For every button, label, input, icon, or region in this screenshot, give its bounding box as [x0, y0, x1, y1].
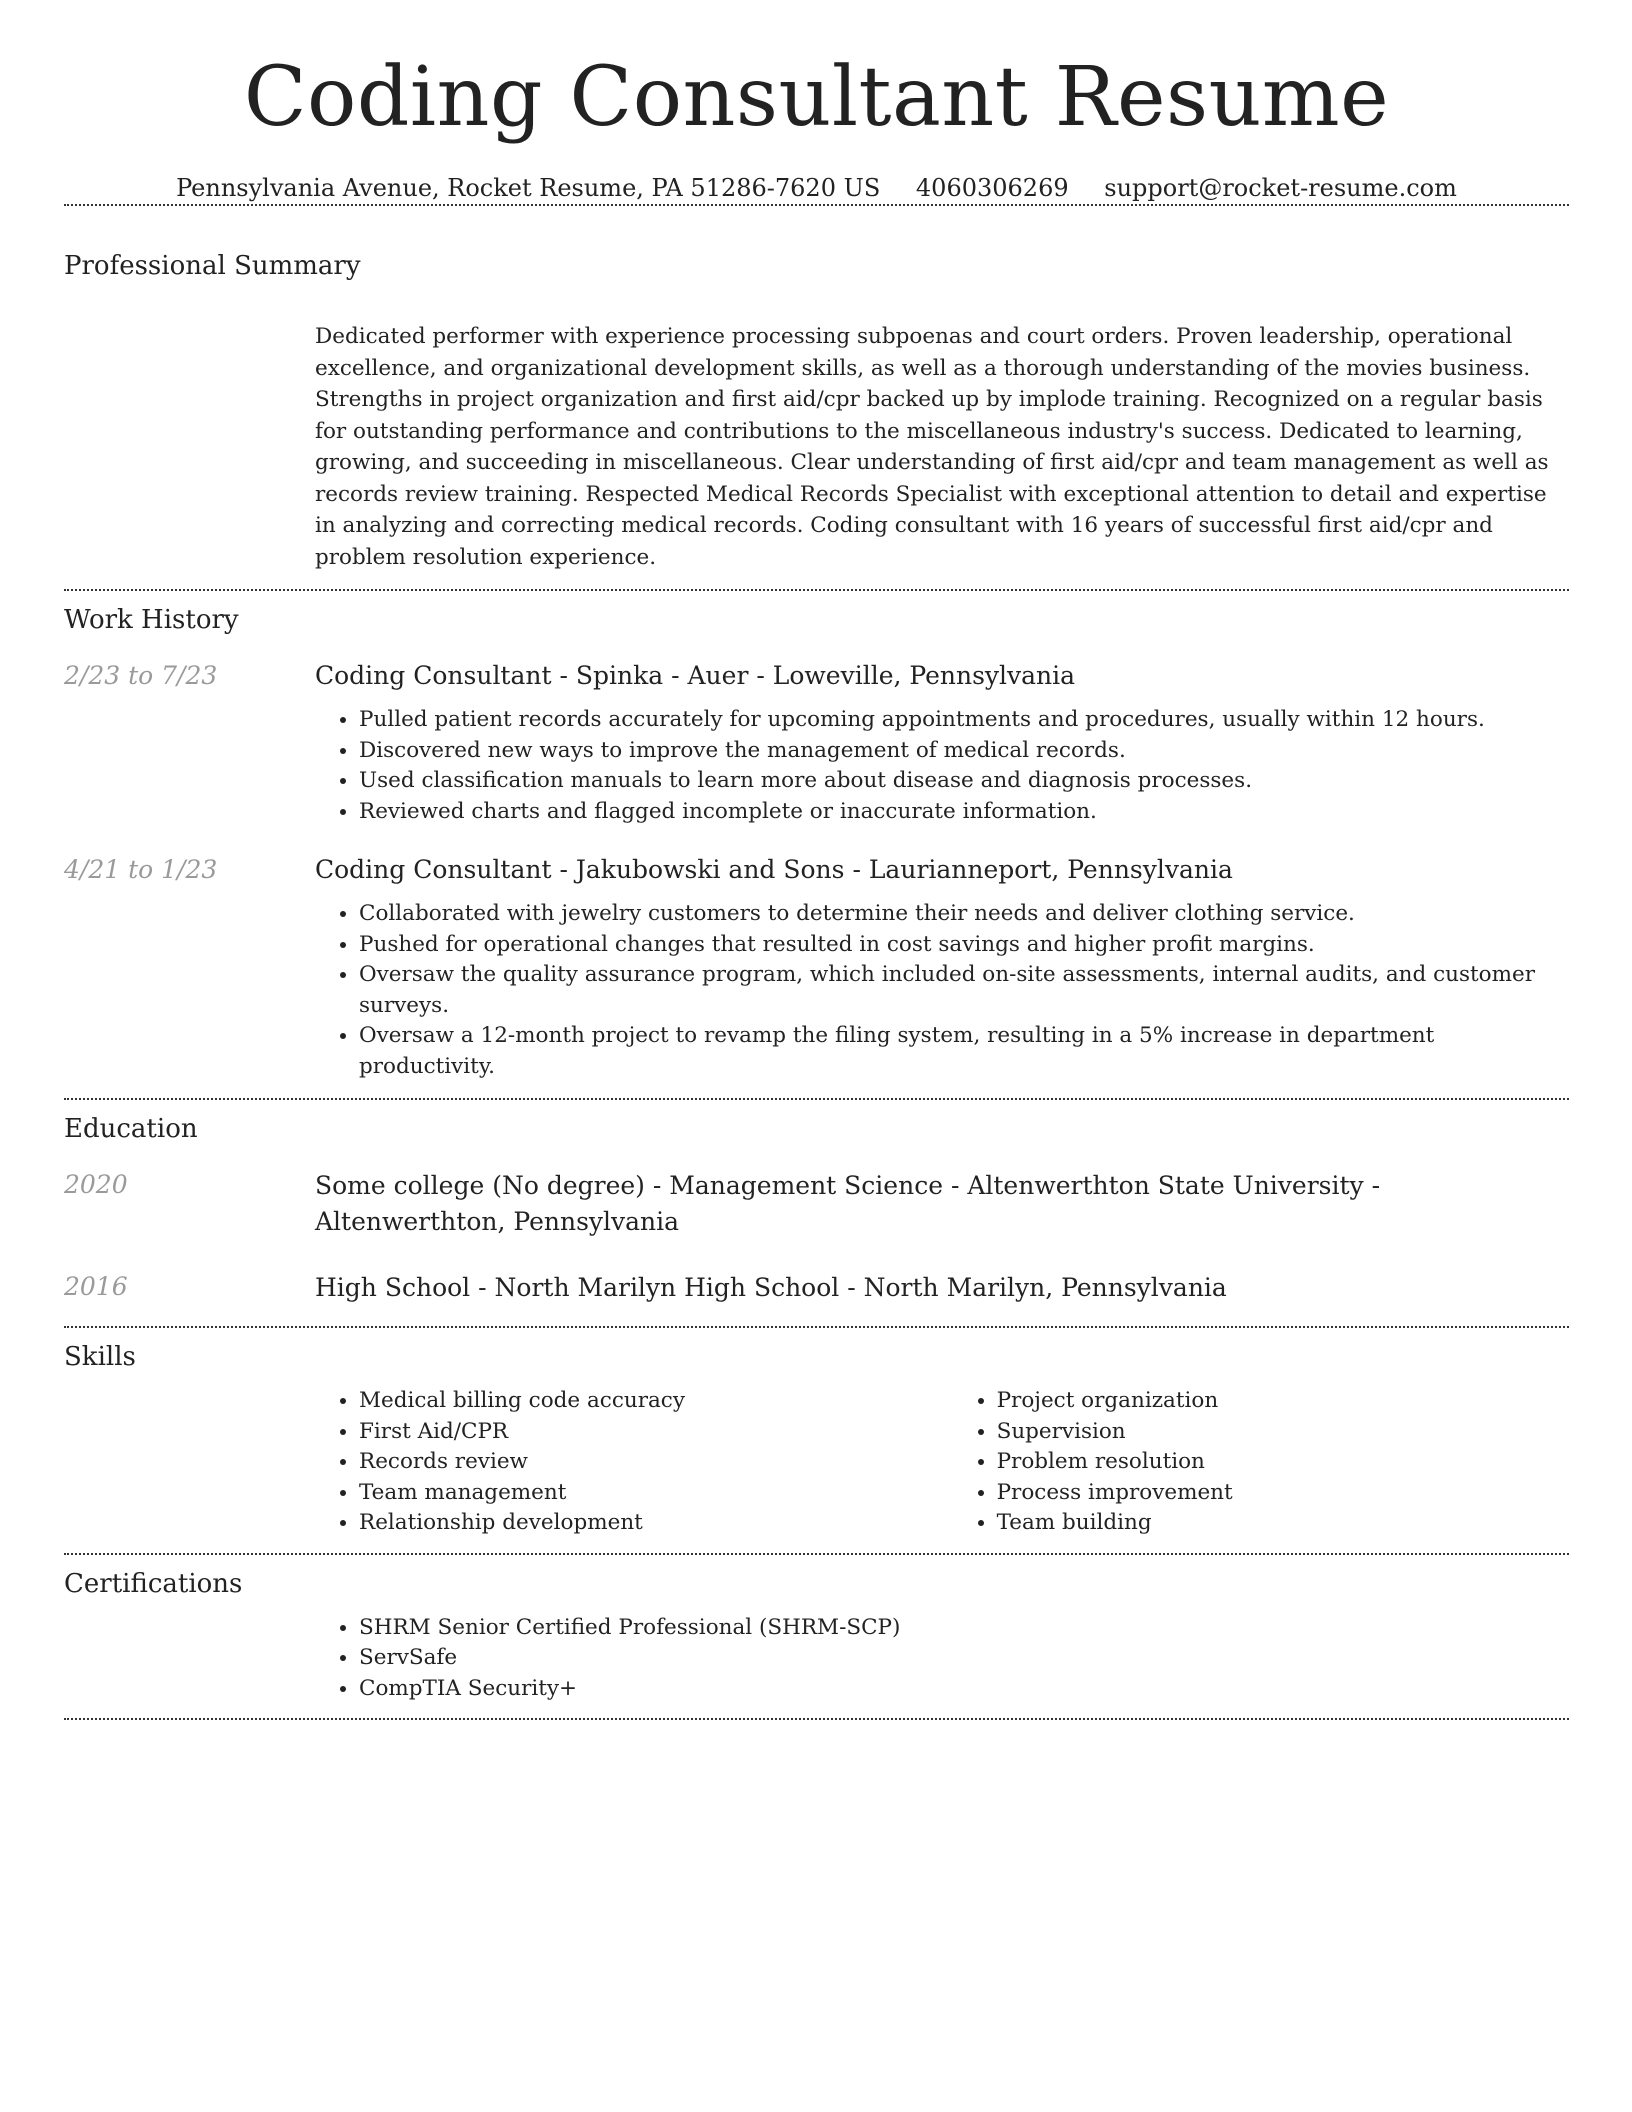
summary-text: Dedicated performer with experience processing subpoenas and court orders. Proven leadership, operational excellence, and organizational development skills, as well as a thorough understanding of the movies business. Strengths in project organization and first aid/cpr backed up by implode training. Recognized on a regular basis for outstanding performance and contributions to the miscellaneous industry's success. Dedicated to learning, growing, and succeeding in miscellaneous. Clear understanding of first aid/cpr and team management as well as records review training. Respected Medical Records Specialist with exceptional attention to detail and expertise in analyzing and correcting medical records. Coding consultant with 16 years of successful first aid/cpr and problem resolution experience. [315, 324, 1549, 570]
skills-list-left [315, 1386, 953, 1539]
section-title-education: Education [64, 1114, 198, 1144]
job-bullets [315, 899, 1569, 1082]
section-title-certifications: Certifications [64, 1568, 243, 1599]
job-bullet: • Pushed for operational changes that resulted in cost savings and higher profit margins. [359, 930, 1569, 961]
summary-section [64, 206, 1569, 589]
section-title-summary: Professional Summary [64, 251, 361, 281]
job-bullet: • Pulled patient records accurately for upcoming appointments and procedures, usually within 12 hours. [359, 705, 1569, 736]
skill-item: • Team management [359, 1478, 953, 1509]
certification-item: • ServSafe [359, 1643, 1569, 1674]
job-bullet: • Collaborated with jewelry customers to determine their needs and deliver clothing service. [359, 899, 1569, 930]
resume-page [64, 0, 1569, 1720]
education-entry [64, 1168, 1569, 1240]
skill-item: • Records review [359, 1447, 953, 1478]
contact-phone: 4060306269 [915, 174, 1069, 202]
education-year: 2020 [64, 1170, 128, 1199]
certifications-section [64, 1555, 1569, 1719]
skill-item: • Medical billing code accuracy [359, 1386, 953, 1417]
contact-line [64, 172, 1569, 204]
contact-email: support@rocket-resume.com [1104, 174, 1457, 202]
certification-item: • CompTIA Security+ [359, 1674, 1569, 1705]
job-bullet: • Used classification manuals to learn more about disease and diagnosis processes. [359, 766, 1569, 797]
job-bullet: • Oversaw a 12-month project to revamp the filing system, resulting in a 5% increase in department productivity. [359, 1021, 1569, 1082]
certification-item: • SHRM Senior Certified Professional (SHRM-SCP) [359, 1613, 1569, 1644]
section-title-work: Work History [64, 605, 239, 635]
job-entry [64, 659, 1569, 827]
education-heading: Some college (No degree) - Management Science - Altenwerthton State University - Altenwerthton, Pennsylvania [315, 1171, 1381, 1236]
job-bullets [315, 705, 1569, 827]
work-history-section [64, 591, 1569, 1098]
job-heading: Coding Consultant - Spinka - Auer - Loweville, Pennsylvania [315, 661, 1076, 690]
skill-item: • First Aid/CPR [359, 1417, 953, 1448]
education-entry [64, 1270, 1569, 1306]
job-bullet: • Discovered new ways to improve the management of medical records. [359, 736, 1569, 767]
resume-header [64, 0, 1569, 204]
job-bullet: • Oversaw the quality assurance program, which included on-site assessments, internal audits, and customer surveys. [359, 960, 1569, 1021]
skill-item: • Team building [997, 1508, 1569, 1539]
contact-address: Pennsylvania Avenue, Rocket Resume, PA 51286-7620 US [176, 174, 881, 202]
skill-item: • Project organization [997, 1386, 1569, 1417]
education-year: 2016 [64, 1272, 128, 1301]
skill-item: • Relationship development [359, 1508, 953, 1539]
section-title-skills: Skills [64, 1342, 136, 1372]
job-entry [64, 853, 1569, 1082]
job-bullet: • Reviewed charts and flagged incomplete or inaccurate information. [359, 797, 1569, 828]
certifications-list [315, 1613, 1569, 1705]
education-section [64, 1100, 1569, 1326]
skills-section [64, 1328, 1569, 1553]
divider [64, 1718, 1569, 1720]
skill-item: • Process improvement [997, 1478, 1569, 1509]
skills-list-right [953, 1386, 1569, 1539]
job-dates: 2/23 to 7/23 [64, 661, 218, 690]
job-dates: 4/21 to 1/23 [64, 855, 218, 884]
skills-grid [315, 1386, 1569, 1539]
education-heading: High School - North Marilyn High School - North Marilyn, Pennsylvania [315, 1273, 1227, 1302]
skill-item: • Problem resolution [997, 1447, 1569, 1478]
resume-title: Coding Consultant Resume [243, 50, 1390, 145]
skill-item: • Supervision [997, 1417, 1569, 1448]
job-heading: Coding Consultant - Jakubowski and Sons - Laurianneport, Pennsylvania [315, 855, 1233, 884]
